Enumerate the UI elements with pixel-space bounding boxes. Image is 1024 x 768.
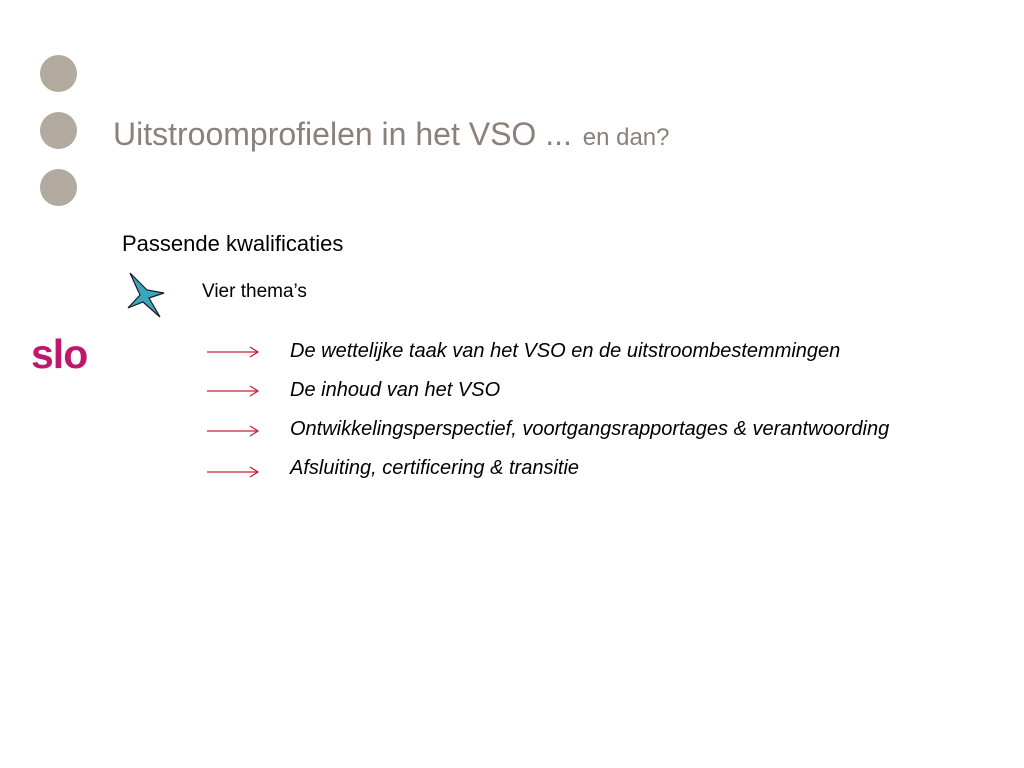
long-arrow-right-icon <box>206 345 260 359</box>
list-item <box>206 339 996 369</box>
long-arrow-right-icon <box>206 424 260 438</box>
slide-title-main: Uitstroomprofielen in het VSO ... <box>113 116 572 152</box>
decor-dot-1 <box>40 55 77 92</box>
slide-title <box>113 112 670 160</box>
slide-title-suffix: en dan? <box>582 124 670 151</box>
long-arrow-right-icon <box>206 384 260 398</box>
list-item-text: De inhoud van het VSO <box>290 379 501 401</box>
decor-dot-2 <box>40 112 77 149</box>
long-arrow-right-icon <box>206 465 260 479</box>
slo-logo: slo <box>31 331 88 377</box>
four-point-star-icon <box>124 271 166 319</box>
decor-dot-3 <box>40 169 77 206</box>
theme-heading: Vier thema’s <box>202 281 307 302</box>
list-item <box>206 456 996 486</box>
list-item-text: Ontwikkelingsperspectief, voortgangsrapportages & verantwoording <box>290 418 890 440</box>
list-item <box>206 417 996 447</box>
section-heading: Passende kwalificaties <box>122 231 344 256</box>
list-item <box>206 378 996 408</box>
list-item-text: De wettelijke taak van het VSO en de uitstroombestemmingen <box>290 340 841 362</box>
list-item-text: Afsluiting, certificering & transitie <box>290 457 580 479</box>
